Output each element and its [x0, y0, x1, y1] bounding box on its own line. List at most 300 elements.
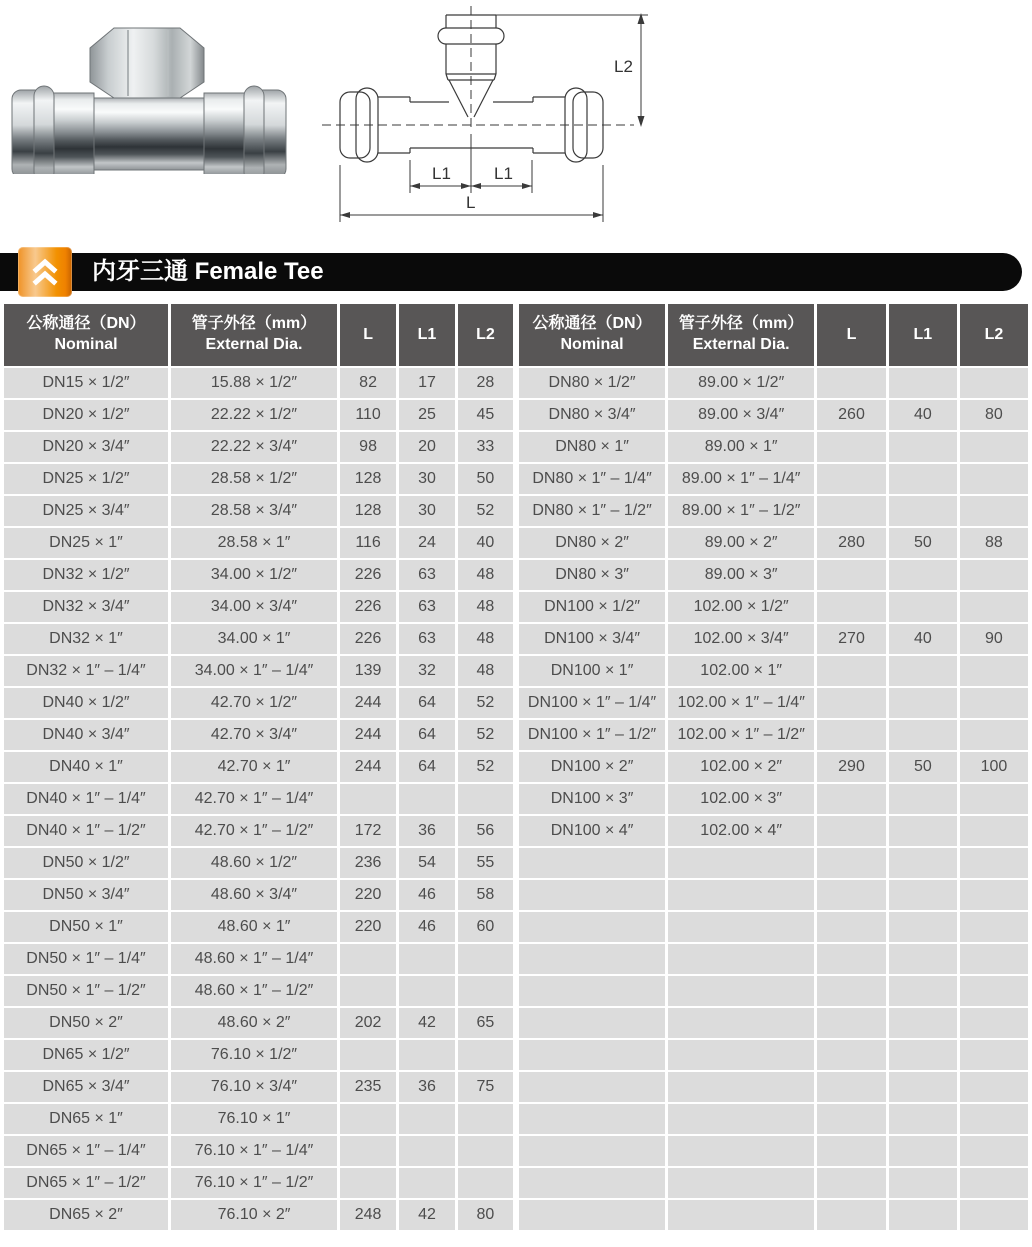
header-l2: L2	[960, 304, 1028, 366]
table-row	[519, 816, 1028, 846]
table-cell: DN40 × 1″ – 1/2″	[4, 816, 168, 846]
table-cell: DN80 × 1″	[519, 432, 665, 462]
table-cell: 88	[960, 528, 1028, 558]
table-cell: 52	[458, 720, 513, 750]
table-cell: DN40 × 1″	[4, 752, 168, 782]
table-cell: 40	[889, 400, 957, 430]
top-illustration-section	[0, 0, 1032, 245]
table-cell: DN80 × 2″	[519, 528, 665, 558]
table-cell: 76.10 × 1/2″	[171, 1040, 337, 1070]
table-row	[4, 1072, 513, 1102]
table-row	[519, 1104, 1028, 1134]
table-cell: 20	[399, 432, 455, 462]
table-cell	[960, 784, 1028, 814]
table-cell: 50	[889, 528, 957, 558]
header-l: L	[817, 304, 886, 366]
header-l1: L1	[399, 304, 455, 366]
dimension-label-l1-left: L1	[432, 164, 451, 183]
table-cell	[668, 1104, 814, 1134]
table-cell: 32	[399, 656, 455, 686]
table-cell	[340, 1104, 396, 1134]
table-cell: DN25 × 3/4″	[4, 496, 168, 526]
spec-table-left	[1, 302, 516, 1232]
section-title: 内牙三通 Female Tee	[92, 258, 324, 285]
table-cell: 63	[399, 624, 455, 654]
table-cell	[889, 976, 957, 1006]
table-row	[519, 752, 1028, 782]
table-cell: 60	[458, 912, 513, 942]
header-external-dia: 管子外径（mm） External Dia.	[171, 304, 337, 366]
section-banner	[0, 253, 1022, 291]
table-cell	[889, 656, 957, 686]
table-cell: DN32 × 1″ – 1/4″	[4, 656, 168, 686]
table-cell: 46	[399, 912, 455, 942]
table-cell	[458, 1104, 513, 1134]
table-cell: 236	[340, 848, 396, 878]
table-cell	[668, 1008, 814, 1038]
table-cell	[519, 1168, 665, 1198]
table-cell	[817, 432, 886, 462]
table-cell: 48	[458, 656, 513, 686]
table-cell	[399, 1040, 455, 1070]
table-cell: 48.60 × 2″	[171, 1008, 337, 1038]
table-cell	[889, 1008, 957, 1038]
table-cell: 82	[340, 368, 396, 398]
table-cell: DN32 × 1/2″	[4, 560, 168, 590]
table-row	[519, 848, 1028, 878]
dimension-label-l: L	[466, 193, 476, 212]
table-cell	[960, 944, 1028, 974]
table-cell: 34.00 × 1/2″	[171, 560, 337, 590]
table-row	[519, 368, 1028, 398]
table-cell: 89.00 × 3″	[668, 560, 814, 590]
table-row	[4, 688, 513, 718]
table-cell	[960, 560, 1028, 590]
table-cell: 54	[399, 848, 455, 878]
table-row	[4, 592, 513, 622]
table-cell	[889, 464, 957, 494]
table-cell: 42.70 × 1/2″	[171, 688, 337, 718]
table-cell	[458, 1040, 513, 1070]
table-cell: 139	[340, 656, 396, 686]
header-l2: L2	[458, 304, 513, 366]
table-cell	[817, 1008, 886, 1038]
table-cell: 52	[458, 752, 513, 782]
table-row	[4, 816, 513, 846]
table-cell	[519, 1040, 665, 1070]
table-row	[519, 400, 1028, 430]
table-cell	[817, 1136, 886, 1166]
table-cell	[889, 368, 957, 398]
table-cell: 48	[458, 624, 513, 654]
table-cell	[817, 784, 886, 814]
table-cell	[817, 912, 886, 942]
table-cell	[889, 1104, 957, 1134]
table-cell	[960, 976, 1028, 1006]
table-cell: 50	[889, 752, 957, 782]
table-cell	[668, 976, 814, 1006]
table-cell: 55	[458, 848, 513, 878]
table-cell: 100	[960, 752, 1028, 782]
table-cell	[399, 1104, 455, 1134]
table-cell: 63	[399, 592, 455, 622]
table-cell: 28.58 × 1/2″	[171, 464, 337, 494]
table-row	[519, 656, 1028, 686]
table-cell: 220	[340, 880, 396, 910]
table-cell: 52	[458, 688, 513, 718]
table-cell	[817, 592, 886, 622]
table-cell: 110	[340, 400, 396, 430]
table-cell: DN100 × 1″	[519, 656, 665, 686]
table-cell	[458, 1136, 513, 1166]
table-cell: 48.60 × 1″ – 1/2″	[171, 976, 337, 1006]
table-cell	[817, 496, 886, 526]
table-cell: 226	[340, 592, 396, 622]
table-row	[4, 496, 513, 526]
table-cell: DN50 × 1″	[4, 912, 168, 942]
table-cell: 220	[340, 912, 396, 942]
table-header-row	[519, 304, 1028, 366]
table-cell	[960, 848, 1028, 878]
table-header-row	[4, 304, 513, 366]
table-cell: 33	[458, 432, 513, 462]
table-cell: 89.00 × 1″	[668, 432, 814, 462]
table-cell: 76.10 × 2″	[171, 1200, 337, 1230]
table-row	[4, 912, 513, 942]
table-row	[519, 528, 1028, 558]
table-cell: 102.00 × 3/4″	[668, 624, 814, 654]
table-cell: 48.60 × 1″	[171, 912, 337, 942]
table-cell: 89.00 × 1/2″	[668, 368, 814, 398]
product-photo	[6, 6, 294, 174]
table-cell: DN40 × 1″ – 1/4″	[4, 784, 168, 814]
table-row	[519, 720, 1028, 750]
table-cell	[889, 432, 957, 462]
table-cell: 40	[889, 624, 957, 654]
table-cell	[817, 816, 886, 846]
table-cell: DN50 × 1″ – 1/2″	[4, 976, 168, 1006]
table-cell	[960, 1104, 1028, 1134]
table-cell	[817, 464, 886, 494]
table-row	[519, 1200, 1028, 1230]
table-cell: 42	[399, 1008, 455, 1038]
table-cell: DN80 × 3/4″	[519, 400, 665, 430]
table-cell	[817, 976, 886, 1006]
table-row	[519, 592, 1028, 622]
table-cell	[668, 1072, 814, 1102]
table-cell: 89.00 × 1″ – 1/2″	[668, 496, 814, 526]
table-row	[519, 464, 1028, 494]
table-row	[519, 1168, 1028, 1198]
table-row	[519, 912, 1028, 942]
table-row	[4, 848, 513, 878]
table-cell	[960, 656, 1028, 686]
table-cell	[889, 912, 957, 942]
table-cell	[889, 688, 957, 718]
table-cell: 172	[340, 816, 396, 846]
table-cell	[458, 944, 513, 974]
table-cell	[340, 1136, 396, 1166]
table-cell: DN100 × 3/4″	[519, 624, 665, 654]
table-cell: 22.22 × 1/2″	[171, 400, 337, 430]
table-cell	[458, 976, 513, 1006]
table-row	[4, 880, 513, 910]
table-cell	[889, 880, 957, 910]
table-cell: 89.00 × 1″ – 1/4″	[668, 464, 814, 494]
table-cell	[960, 816, 1028, 846]
table-cell	[817, 848, 886, 878]
table-row	[4, 1200, 513, 1230]
table-cell	[889, 816, 957, 846]
table-row	[4, 656, 513, 686]
table-cell: 25	[399, 400, 455, 430]
table-row	[4, 1008, 513, 1038]
header-nominal: 公称通径（DN） Nominal	[4, 304, 168, 366]
table-cell: 76.10 × 1″	[171, 1104, 337, 1134]
dimension-label-l2: L2	[614, 57, 633, 76]
table-cell	[817, 720, 886, 750]
table-cell: DN100 × 1″ – 1/4″	[519, 688, 665, 718]
table-row	[4, 944, 513, 974]
table-row	[4, 464, 513, 494]
table-cell	[668, 944, 814, 974]
table-cell: 102.00 × 1″ – 1/4″	[668, 688, 814, 718]
table-cell	[817, 880, 886, 910]
table-cell	[960, 688, 1028, 718]
table-cell: DN32 × 1″	[4, 624, 168, 654]
table-row	[519, 688, 1028, 718]
spec-tables	[1, 302, 1031, 1232]
table-cell	[889, 592, 957, 622]
table-cell: 42.70 × 1″ – 1/2″	[171, 816, 337, 846]
table-cell	[519, 1104, 665, 1134]
table-cell: 48	[458, 560, 513, 590]
table-cell	[817, 1104, 886, 1134]
table-cell: 63	[399, 560, 455, 590]
table-row	[4, 624, 513, 654]
table-row	[4, 1040, 513, 1070]
table-cell: DN25 × 1/2″	[4, 464, 168, 494]
table-row	[4, 432, 513, 462]
table-cell: 235	[340, 1072, 396, 1102]
table-cell	[960, 464, 1028, 494]
table-cell: 56	[458, 816, 513, 846]
table-row	[519, 624, 1028, 654]
dimension-label-l1-right: L1	[494, 164, 513, 183]
table-cell: DN80 × 1″ – 1/4″	[519, 464, 665, 494]
table-row	[519, 496, 1028, 526]
table-cell	[960, 1008, 1028, 1038]
table-cell	[668, 880, 814, 910]
table-cell	[889, 496, 957, 526]
table-row	[4, 976, 513, 1006]
table-cell: DN100 × 2″	[519, 752, 665, 782]
table-cell	[960, 1168, 1028, 1198]
table-row	[4, 752, 513, 782]
table-cell	[960, 720, 1028, 750]
table-cell: 89.00 × 3/4″	[668, 400, 814, 430]
table-cell: DN20 × 1/2″	[4, 400, 168, 430]
table-cell: DN32 × 3/4″	[4, 592, 168, 622]
table-row	[519, 976, 1028, 1006]
table-cell: 80	[960, 400, 1028, 430]
table-row	[519, 944, 1028, 974]
table-cell	[668, 1040, 814, 1070]
table-cell: 64	[399, 720, 455, 750]
table-row	[519, 1072, 1028, 1102]
table-cell: 58	[458, 880, 513, 910]
table-cell	[519, 1200, 665, 1230]
table-cell: DN100 × 1/2″	[519, 592, 665, 622]
table-cell	[817, 368, 886, 398]
table-cell	[340, 976, 396, 1006]
table-cell	[519, 912, 665, 942]
table-cell	[519, 976, 665, 1006]
table-cell: 226	[340, 624, 396, 654]
table-cell	[817, 944, 886, 974]
table-cell: 244	[340, 688, 396, 718]
table-cell: DN100 × 3″	[519, 784, 665, 814]
table-cell	[960, 912, 1028, 942]
table-cell: 102.00 × 2″	[668, 752, 814, 782]
table-cell	[817, 656, 886, 686]
table-cell: 128	[340, 464, 396, 494]
table-cell: 48.60 × 1/2″	[171, 848, 337, 878]
table-cell: 89.00 × 2″	[668, 528, 814, 558]
table-cell: DN50 × 3/4″	[4, 880, 168, 910]
table-cell: 40	[458, 528, 513, 558]
table-cell: 76.10 × 3/4″	[171, 1072, 337, 1102]
table-cell: 102.00 × 1/2″	[668, 592, 814, 622]
table-cell: DN65 × 2″	[4, 1200, 168, 1230]
table-cell: DN20 × 3/4″	[4, 432, 168, 462]
table-row	[519, 560, 1028, 590]
table-row	[519, 432, 1028, 462]
table-cell: 28.58 × 3/4″	[171, 496, 337, 526]
table-cell	[960, 1200, 1028, 1230]
table-cell: 48.60 × 1″ – 1/4″	[171, 944, 337, 974]
table-cell	[960, 1072, 1028, 1102]
technical-drawing	[318, 0, 668, 235]
table-cell: 76.10 × 1″ – 1/2″	[171, 1168, 337, 1198]
table-cell: DN40 × 1/2″	[4, 688, 168, 718]
table-cell: DN50 × 1/2″	[4, 848, 168, 878]
table-cell: 24	[399, 528, 455, 558]
table-cell: 98	[340, 432, 396, 462]
table-cell	[668, 912, 814, 942]
table-row	[4, 528, 513, 558]
table-cell	[889, 720, 957, 750]
header-nominal: 公称通径（DN） Nominal	[519, 304, 665, 366]
table-cell	[960, 1040, 1028, 1070]
table-cell	[519, 1072, 665, 1102]
table-cell	[889, 1168, 957, 1198]
table-cell: DN100 × 1″ – 1/2″	[519, 720, 665, 750]
table-cell	[817, 1040, 886, 1070]
table-cell: 244	[340, 720, 396, 750]
table-cell	[399, 1136, 455, 1166]
table-row	[4, 720, 513, 750]
table-cell: 90	[960, 624, 1028, 654]
table-cell: DN65 × 1″ – 1/4″	[4, 1136, 168, 1166]
table-cell: 116	[340, 528, 396, 558]
table-cell	[458, 1168, 513, 1198]
table-cell: 202	[340, 1008, 396, 1038]
table-row	[519, 880, 1028, 910]
table-cell: 64	[399, 752, 455, 782]
table-cell: 290	[817, 752, 886, 782]
table-cell: DN50 × 2″	[4, 1008, 168, 1038]
table-cell: 36	[399, 1072, 455, 1102]
table-cell: 45	[458, 400, 513, 430]
table-cell	[817, 1072, 886, 1102]
table-cell	[889, 784, 957, 814]
table-cell: 280	[817, 528, 886, 558]
table-cell: 102.00 × 4″	[668, 816, 814, 846]
header-l1: L1	[889, 304, 957, 366]
table-cell: 75	[458, 1072, 513, 1102]
table-row	[4, 1136, 513, 1166]
table-cell: DN40 × 3/4″	[4, 720, 168, 750]
table-row	[4, 400, 513, 430]
table-cell: DN25 × 1″	[4, 528, 168, 558]
table-cell	[817, 1200, 886, 1230]
table-cell	[519, 1136, 665, 1166]
table-cell	[889, 848, 957, 878]
table-row	[4, 784, 513, 814]
table-cell: 28	[458, 368, 513, 398]
spec-table-right	[516, 302, 1031, 1232]
table-cell: 52	[458, 496, 513, 526]
table-row	[4, 1168, 513, 1198]
table-cell	[340, 784, 396, 814]
table-cell: 42	[399, 1200, 455, 1230]
table-cell: 28.58 × 1″	[171, 528, 337, 558]
table-cell	[960, 592, 1028, 622]
table-row	[4, 560, 513, 590]
table-cell	[960, 496, 1028, 526]
table-cell	[340, 1168, 396, 1198]
table-row	[4, 1104, 513, 1134]
table-cell: DN15 × 1/2″	[4, 368, 168, 398]
table-cell	[889, 1040, 957, 1070]
table-cell	[519, 944, 665, 974]
table-cell: DN80 × 1″ – 1/2″	[519, 496, 665, 526]
table-cell: 42.70 × 1″	[171, 752, 337, 782]
table-cell	[960, 1136, 1028, 1166]
table-row	[519, 784, 1028, 814]
table-cell: 76.10 × 1″ – 1/4″	[171, 1136, 337, 1166]
table-cell: 42.70 × 3/4″	[171, 720, 337, 750]
table-cell	[340, 1040, 396, 1070]
table-cell	[519, 1008, 665, 1038]
table-cell: 15.88 × 1/2″	[171, 368, 337, 398]
table-cell: 34.00 × 1″	[171, 624, 337, 654]
table-cell	[399, 784, 455, 814]
table-cell	[668, 1200, 814, 1230]
table-cell	[889, 1136, 957, 1166]
table-cell: 46	[399, 880, 455, 910]
table-cell: DN80 × 3″	[519, 560, 665, 590]
table-cell: DN65 × 1/2″	[4, 1040, 168, 1070]
table-cell: 64	[399, 688, 455, 718]
table-cell: 260	[817, 400, 886, 430]
table-cell	[668, 1136, 814, 1166]
table-cell: DN50 × 1″ – 1/4″	[4, 944, 168, 974]
table-cell: 48.60 × 3/4″	[171, 880, 337, 910]
table-cell: 248	[340, 1200, 396, 1230]
table-cell: 34.00 × 1″ – 1/4″	[171, 656, 337, 686]
